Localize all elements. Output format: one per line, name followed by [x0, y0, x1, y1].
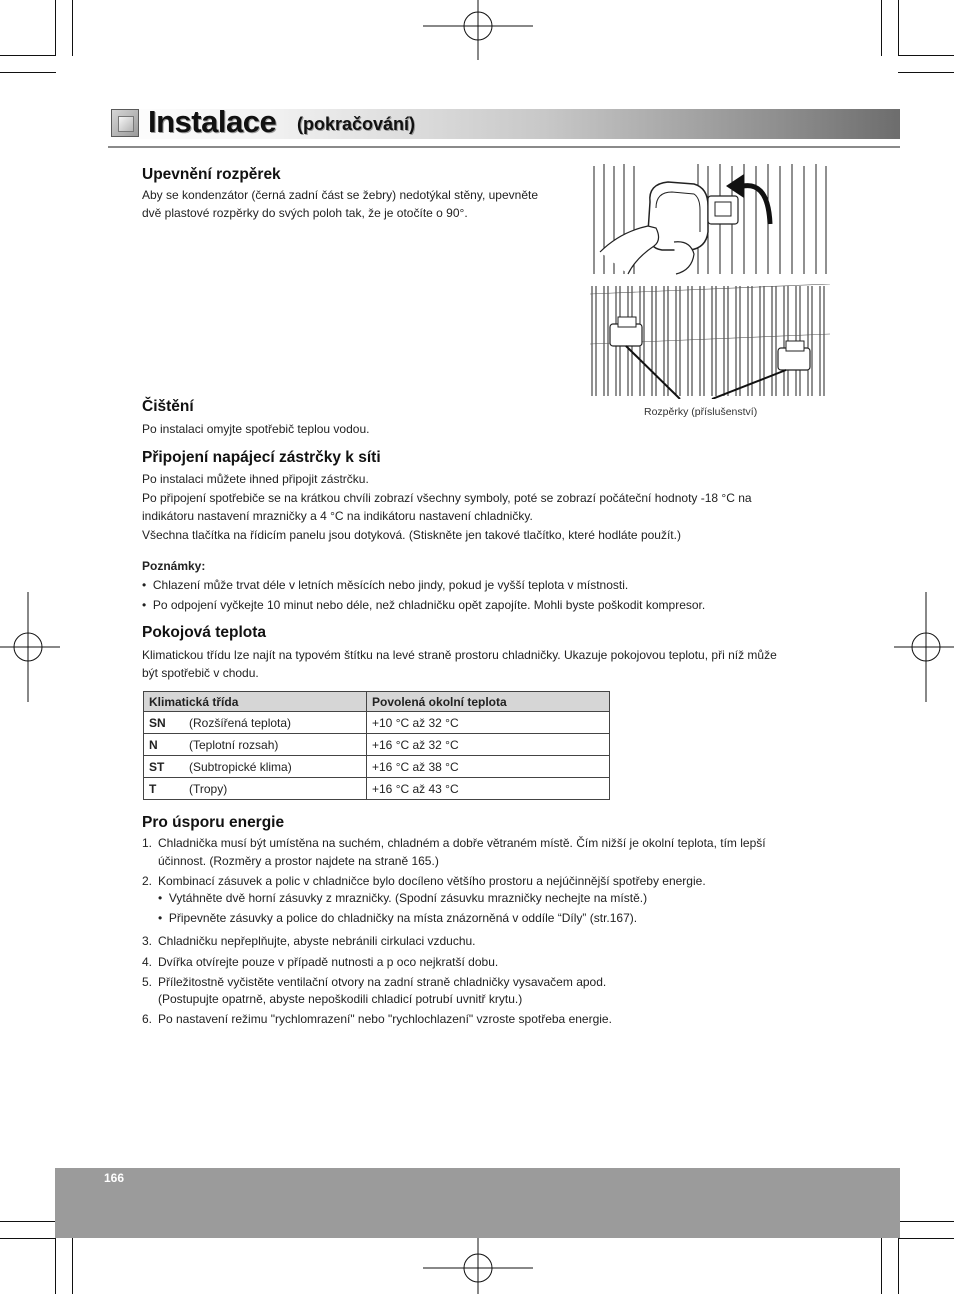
table-row — [144, 778, 610, 800]
table-row — [144, 712, 610, 734]
crop-mark — [0, 55, 56, 56]
crop-mark — [898, 1238, 954, 1239]
crop-mark — [898, 1238, 899, 1294]
climate-class-table — [143, 691, 610, 800]
title-divider — [108, 146, 900, 148]
note-item — [142, 577, 628, 594]
table-cell-range: +16 °C až 43 °C — [367, 778, 610, 800]
table-cell-description: (Rozšířená teplota) — [184, 712, 367, 734]
table-header-cell: Klimatická třída — [144, 692, 367, 712]
page-title: Instalace — [148, 104, 277, 139]
page-number: 166 — [104, 1171, 125, 1185]
list-sub-item — [158, 890, 818, 907]
crop-mark — [0, 1221, 56, 1222]
note-text: Po odpojení vyčkejte 10 minut nebo déle, než chladničku opět zapojíte. Mohli byste poškodit kompresor. — [152, 598, 706, 612]
list-text: Chladnička musí být umístěna na suchém, chladném a dobře větraném místě. Čím nižší je okolní teplota, tím lepší — [158, 836, 766, 850]
bullet-icon: • — [158, 891, 169, 905]
section-heading-spacers: Upevnění rozpěrek — [142, 166, 281, 183]
crop-mark — [0, 1238, 56, 1239]
spacers-caption: Rozpěrky (příslušenství) — [644, 406, 758, 418]
crop-mark — [898, 1221, 954, 1222]
table-row — [144, 756, 610, 778]
spacer-rotation-illustration — [590, 162, 830, 276]
list-number: 3. — [142, 934, 153, 948]
bullet-icon: • — [142, 598, 153, 612]
section-heading-energy: Pro úsporu energie — [142, 814, 285, 831]
crop-mark — [72, 0, 73, 56]
room-temp-text-line: Klimatickou třídu lze najít na typovém štítku na levé straně prostoru chladničky. Ukazuje pokojovou teplotu, při níž může — [142, 648, 777, 662]
crop-mark — [898, 55, 954, 56]
list-number: 1. — [142, 836, 153, 850]
list-number: 4. — [142, 955, 153, 969]
list-sub-item — [158, 910, 818, 927]
crop-mark — [898, 0, 899, 56]
table-cell-class: SN — [144, 712, 185, 734]
notes-heading: Poznámky: — [142, 559, 206, 573]
list-text: Dvířka otvírejte pouze v případě nutnosti a p oco nejkratší dobu. — [158, 955, 499, 969]
cleaning-text: Po instalaci omyjte spotřebič teplou vodou. — [142, 422, 370, 436]
footer-bar — [55, 1168, 900, 1238]
bullet-icon: • — [142, 578, 153, 592]
table-cell-range: +16 °C až 32 °C — [367, 734, 610, 756]
crop-mark — [55, 0, 56, 56]
table-cell-description: (Subtropické klima) — [184, 756, 367, 778]
list-text: účinnost. (Rozměry a prostor najdete na straně 165.) — [158, 854, 439, 868]
registration-mark-icon — [423, 0, 533, 60]
table-cell-class: ST — [144, 756, 185, 778]
power-text-line: Po připojení spotřebiče se na krátkou chvíli zobrazí všechny symboly, poté se zobrazí počáteční hodnoty -18 °C na — [142, 491, 752, 505]
list-text: (Postupujte opatrně, abyste nepoškodili chladicí potrubí uvnitř krytu.) — [158, 992, 523, 1006]
power-text-line: Všechna tlačítka na řídicím panelu jsou dotyková. (Stiskněte jen takové tlačítko, které hodláte použít.) — [142, 528, 681, 542]
crop-mark — [898, 72, 954, 73]
crop-mark — [72, 1238, 73, 1294]
table-cell-class: T — [144, 778, 185, 800]
spacers-position-illustration — [590, 284, 830, 399]
table-header-row — [144, 692, 610, 712]
section-square-icon — [111, 109, 139, 137]
note-item — [142, 597, 705, 614]
list-number: 6. — [142, 1012, 153, 1026]
section-heading-power: Připojení napájecí zástrčky k síti — [142, 449, 381, 466]
spacers-text-line: Aby se kondenzátor (černá zadní část se žebry) nedotýkal stěny, upevněte — [142, 188, 538, 202]
list-text: Příležitostně vyčistěte ventilační otvory na zadní straně chladničky vysavačem apod. — [158, 975, 607, 989]
spacers-text-line: dvě plastové rozpěrky do svých poloh tak, že je otočíte o 90°. — [142, 206, 468, 220]
power-text-line: Po instalaci můžete ihned připojit zástrčku. — [142, 472, 369, 486]
page-subtitle: (pokračování) — [297, 114, 416, 134]
list-sub-text: Připevněte zásuvky a police do chladničky na místa znázorněná v oddíle “Díly” (str.167). — [168, 911, 638, 925]
crop-mark — [881, 0, 882, 56]
list-sub-text: Vytáhněte dvě horní zásuvky z mrazničky. (Spodní zásuvku mrazničky nechejte na místě.) — [168, 891, 648, 905]
registration-mark-icon — [0, 592, 60, 702]
power-text-line: indikátoru nastavení mrazničky a 4 °C na indikátoru nastavení chladničky. — [142, 509, 533, 523]
crop-mark — [881, 1238, 882, 1294]
list-number: 5. — [142, 975, 153, 989]
table-cell-description: (Tropy) — [184, 778, 367, 800]
section-heading-room-temp: Pokojová teplota — [142, 624, 267, 641]
list-number: 2. — [142, 874, 153, 888]
table-header-cell: Povolená okolní teplota — [367, 692, 610, 712]
registration-mark-icon — [894, 592, 954, 702]
registration-mark-icon — [423, 1234, 533, 1294]
room-temp-text-line: být spotřebič v chodu. — [142, 666, 259, 680]
crop-mark — [0, 72, 56, 73]
table-cell-range: +10 °C až 32 °C — [367, 712, 610, 734]
table-cell-description: (Teplotní rozsah) — [184, 734, 367, 756]
list-text: Kombinací zásuvek a polic v chladničce bylo docíleno většího prostoru a nejúčinnější spotřeby energie. — [158, 874, 706, 888]
list-text: Chladničku nepřeplňujte, abyste nebránili cirkulaci vzduchu. — [158, 934, 476, 948]
section-heading-cleaning: Čištění — [142, 398, 194, 415]
list-text: Po nastavení režimu "rychlomrazení" nebo "rychlochlazení" vzroste spotřeba energie. — [158, 1012, 612, 1026]
bullet-icon: • — [158, 911, 169, 925]
table-cell-range: +16 °C až 38 °C — [367, 756, 610, 778]
crop-mark — [55, 1238, 56, 1294]
note-text: Chlazení může trvat déle v letních měsících nebo jindy, pokud je vyšší teplota v místnosti. — [152, 578, 629, 592]
table-row — [144, 734, 610, 756]
table-cell-class: N — [144, 734, 185, 756]
